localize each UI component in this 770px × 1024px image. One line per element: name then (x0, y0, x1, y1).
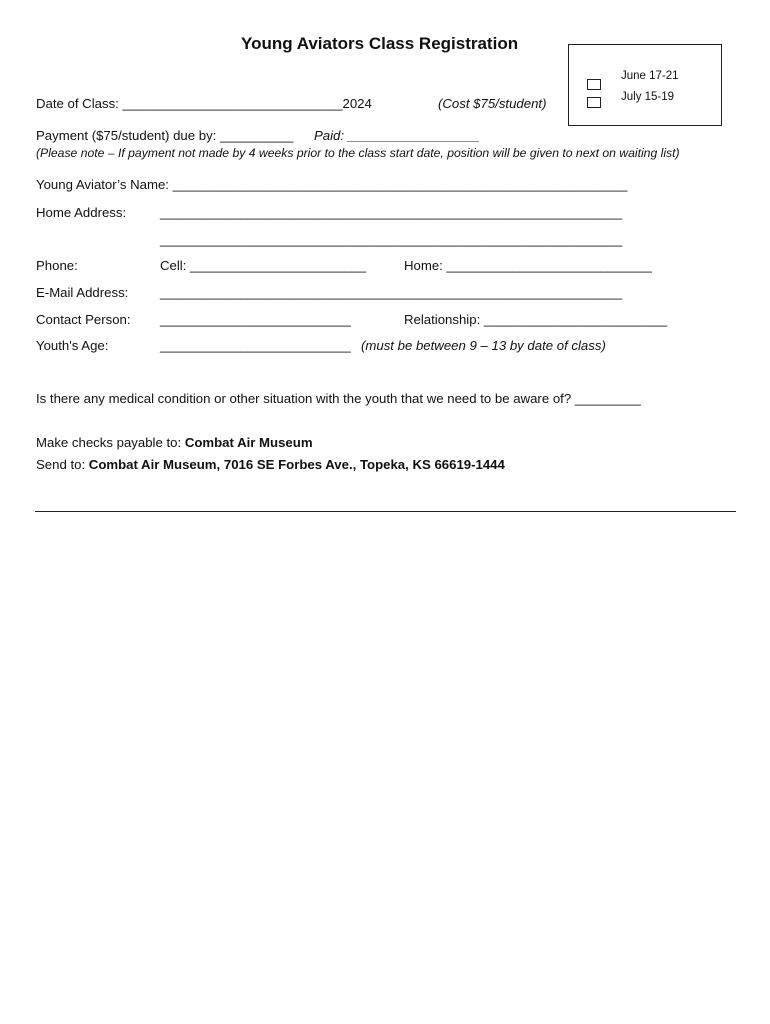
send-to-prefix: Send to: (36, 457, 89, 472)
checkbox-june[interactable] (587, 79, 601, 90)
youth-age-label: Youth's Age: (36, 338, 109, 353)
send-to-line (36, 457, 505, 472)
checkbox-july[interactable] (587, 97, 601, 108)
address-line-1[interactable]: _______________________________________________________________ (160, 205, 623, 220)
email-field[interactable]: _______________________________________________________________ (160, 285, 623, 300)
contact-person-label: Contact Person: (36, 312, 131, 327)
payable-to-prefix: Make checks payable to: (36, 435, 185, 450)
date-of-class-field[interactable]: Date of Class: ______________________________2024 (36, 96, 372, 111)
home-address-label: Home Address: (36, 205, 127, 220)
address-line-2[interactable]: _______________________________________________________________ (160, 232, 623, 247)
session-label-june: June 17-21 (621, 70, 679, 82)
age-requirement-note: (must be between 9 – 13 by date of class) (361, 338, 606, 353)
email-label: E-Mail Address: (36, 285, 129, 300)
medical-condition-question[interactable]: Is there any medical condition or other situation with the youth that we need to be aware of? _________ (36, 391, 641, 406)
send-to-address: Combat Air Museum, 7016 SE Forbes Ave., Topeka, KS 66619-1444 (88, 457, 505, 472)
payment-due-field[interactable]: Payment ($75/student) due by: __________ (36, 128, 294, 143)
session-label-july: July 15-19 (621, 91, 675, 103)
youth-age-field[interactable]: __________________________ (160, 338, 351, 353)
relationship-field[interactable]: Relationship: _________________________ (404, 312, 668, 327)
payable-to-line (36, 435, 313, 450)
cell-phone-field[interactable]: Cell: ________________________ (160, 258, 367, 273)
payable-to-payee: Combat Air Museum (184, 435, 313, 450)
home-phone-field[interactable]: Home: ____________________________ (404, 258, 652, 273)
paid-field[interactable]: Paid: __________________ (314, 128, 480, 143)
cost-note: (Cost $75/student) (438, 96, 547, 111)
aviator-name-field[interactable]: Young Aviator’s Name: ______________________________________________________________ (36, 177, 628, 192)
section-divider (35, 511, 736, 512)
contact-person-field[interactable]: __________________________ (160, 312, 351, 327)
form-title: Young Aviators Class Registration (241, 34, 519, 53)
payment-note: (Please note – If payment not made by 4 weeks prior to the class start date, position will be given to next on waiting list) (36, 146, 680, 160)
phone-label: Phone: (36, 258, 78, 273)
